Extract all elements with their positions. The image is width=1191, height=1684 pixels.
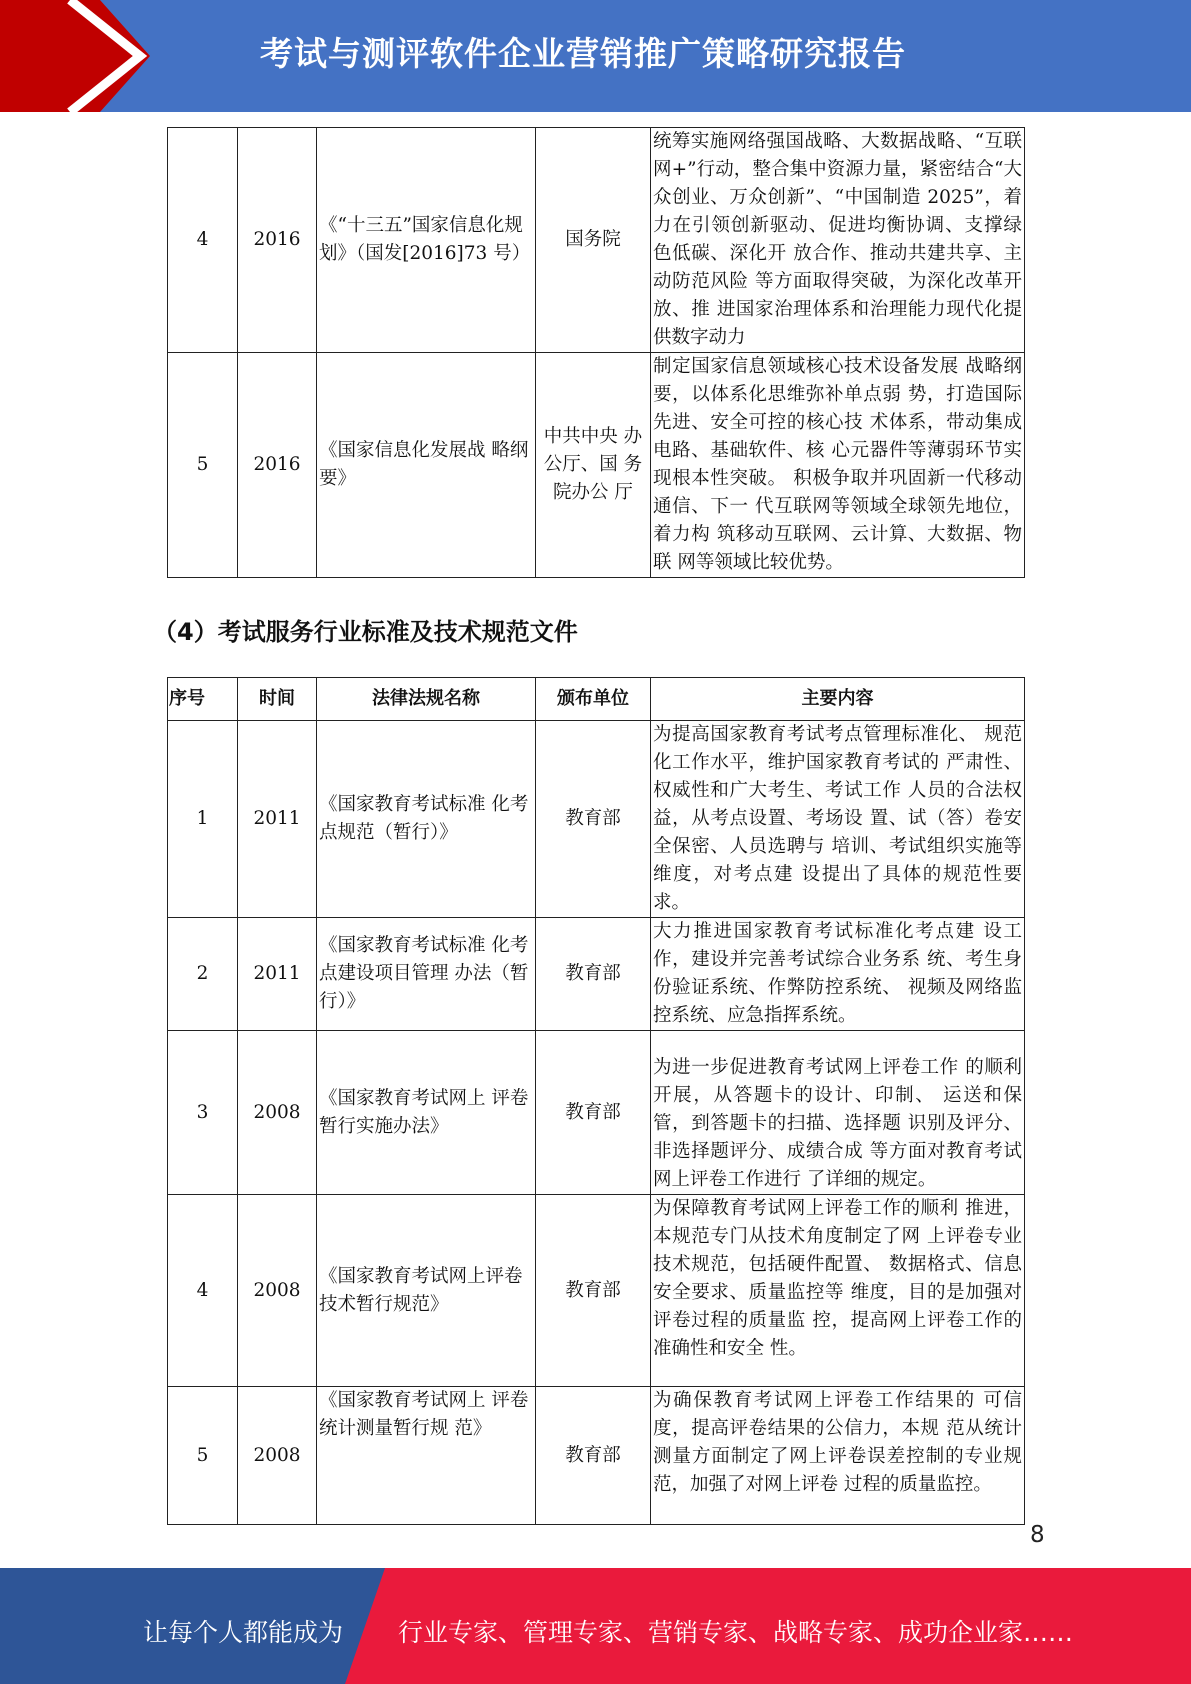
row-content: 为确保教育考试网上评卷工作结果的 可信度，提高评卷结果的公信力，本规 范从统计测量方面制定了网上评卷误差控制的专业规范，加强了对网上评卷 过程的质量监控。	[651, 1387, 1025, 1525]
row-index: 5	[168, 353, 238, 578]
section-heading: （4）考试服务行业标准及技术规范文件	[153, 618, 578, 646]
row-name: 《国家教育考试标准 化考点规范（暂行）》	[317, 721, 536, 918]
header-name: 法律法规名称	[317, 678, 536, 721]
table-row	[168, 1031, 1025, 1195]
row-year: 2008	[238, 1387, 317, 1525]
header-content: 主要内容	[651, 678, 1025, 721]
header-year: 时间	[238, 678, 317, 721]
table-header-row	[168, 678, 1025, 721]
header-issuer: 颁布单位	[536, 678, 651, 721]
row-index: 1	[168, 721, 238, 918]
table-row	[168, 918, 1025, 1031]
footer-slogan-left: 让每个人都能成为	[143, 1618, 344, 1647]
row-index: 5	[168, 1387, 238, 1525]
row-year: 2016	[238, 353, 317, 578]
row-index: 2	[168, 918, 238, 1031]
row-name: 《“十三五”国家信息化规划》（国发[2016]73 号）	[317, 128, 536, 353]
row-name: 《国家教育考试标准 化考点建设项目管理 办法（暂行）》	[317, 918, 536, 1031]
row-content: 为保障教育考试网上评卷工作的顺利 推进，本规范专门从技术角度制定了网 上评卷专业技术规范，包括硬件配置、 数据格式、信息安全要求、质量监控等 维度，目的是加强对评卷过程的质量监 控，提高网上评卷工作的准确性和安全 性。	[651, 1195, 1025, 1387]
row-year: 2011	[238, 918, 317, 1031]
row-year: 2016	[238, 128, 317, 353]
table-row	[168, 721, 1025, 918]
row-content: 统筹实施网络强国战略、大数据战略、“互联网+”行动，整合集中资源力量，紧密结合“大众创业、万众创新”、“中国制造 2025”，着力在引领创新驱动、促进均衡协调、支撑绿色低碳、深化开 放合作、推动共建共享、主动防范风险 等方面取得突破，为深化改革开放、推 进国家治理体系和治理能力现代化提 供数字动力	[651, 128, 1025, 353]
row-year: 2008	[238, 1031, 317, 1195]
page-title: 考试与测评软件企业营销推广策略研究报告	[260, 34, 906, 73]
row-index: 4	[168, 1195, 238, 1387]
header-index: 序号	[168, 678, 238, 721]
page-footer	[0, 1568, 1191, 1684]
table-row	[168, 1195, 1025, 1387]
row-name: 《国家教育考试网上 评卷暂行实施办法》	[317, 1031, 536, 1195]
table-row	[168, 353, 1025, 578]
row-issuer: 教育部	[536, 721, 651, 918]
table-row	[168, 128, 1025, 353]
row-content: 为进一步促进教育考试网上评卷工作 的顺利开展，从答题卡的设计、印制、 运送和保管，到答题卡的扫描、选择题 识别及评分、非选择题评分、成绩合成 等方面对教育考试网上评卷工作进行 了详细的规定。	[651, 1031, 1025, 1195]
row-issuer: 教育部	[536, 918, 651, 1031]
regulation-table-continued	[167, 127, 1025, 578]
row-year: 2011	[238, 721, 317, 918]
row-issuer: 教育部	[536, 1195, 651, 1387]
footer-slogan-right: 行业专家、管理专家、营销专家、战略专家、成功企业家……	[398, 1618, 1074, 1647]
row-content: 为提高国家教育考试考点管理标准化、 规范化工作水平，维护国家教育考试的 严肃性、权威性和广大考生、考试工作 人员的合法权益，从考点设置、考场设 置、试（答）卷安全保密、人员选聘与 培训、考试组织实施等维度，对考点建 设提出了具体的规范性要求。	[651, 721, 1025, 918]
table-row	[168, 1387, 1025, 1525]
row-issuer: 教育部	[536, 1387, 651, 1525]
row-content: 制定国家信息领域核心技术设备发展 战略纲要，以体系化思维弥补单点弱 势，打造国际先进、安全可控的核心技 术体系，带动集成电路、基础软件、核 心元器件等薄弱环节实现根本性突破。 积极争取并巩固新一代移动通信、下一 代互联网等领域全球领先地位，着力构 筑移动互联网、云计算、大数据、物联 网等领域比较优势。	[651, 353, 1025, 578]
row-issuer: 教育部	[536, 1031, 651, 1195]
page-number: 8	[1030, 1522, 1045, 1548]
row-content: 大力推进国家教育考试标准化考点建 设工作，建设并完善考试综合业务系 统、考生身份验证系统、作弊防控系统、 视频及网络监控系统、应急指挥系统。	[651, 918, 1025, 1031]
row-year: 2008	[238, 1195, 317, 1387]
row-issuer: 中共中央 办公厅、国 务院办公 厅	[536, 353, 651, 578]
standards-table	[167, 677, 1025, 1525]
page-header	[0, 0, 1191, 112]
row-name: 《国家信息化发展战 略纲要》	[317, 353, 536, 578]
row-issuer: 国务院	[536, 128, 651, 353]
row-index: 3	[168, 1031, 238, 1195]
row-index: 4	[168, 128, 238, 353]
row-name: 《国家教育考试网上评卷技术暂行规范》	[317, 1195, 536, 1387]
chevron-right-icon	[0, 0, 150, 112]
row-name: 《国家教育考试网上 评卷统计测量暂行规 范》	[317, 1387, 536, 1525]
